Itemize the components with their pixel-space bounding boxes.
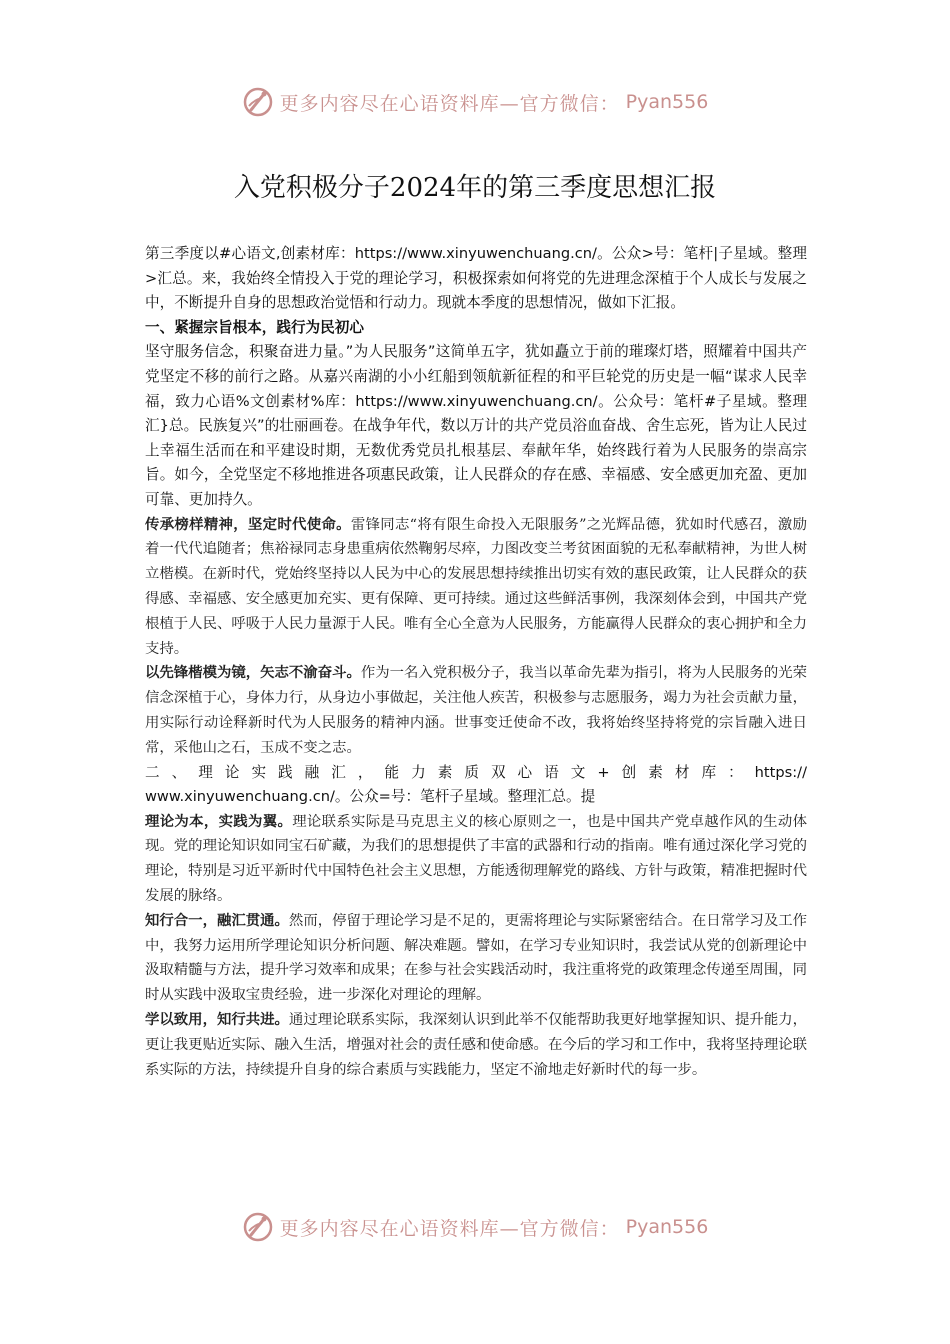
paragraph-lead: 知行合一，融汇贯通。 bbox=[145, 912, 289, 929]
paragraph-lead: 以先锋楷模为镜，矢志不渝奋斗。 bbox=[145, 665, 361, 682]
paragraph-body: 作为一名入党积极分子，我当以革命先辈为指引，将为人民服务的光荣信念深植于心，身体力行，从身边小事做起，关注他人疾苦，积极参与志愿服务，竭力为社会贡献力量，用实际行动诠释新时代为人民服务的精神内涵。世事变迁使命不改，我将始终坚持将党的宗旨融入进日常，采他山之石，玉成不变之志。 bbox=[145, 665, 807, 756]
header-banner bbox=[0, 86, 950, 118]
section-2-heading-line-2: www.xinyuwenchuang.cn/。公众=号：笔杆子星域。整理汇总。提 bbox=[145, 788, 596, 806]
paragraph-body: 雷锋同志“将有限生命投入无限服务”之光辉品德，犹如时代感召，激励着一代代追随者；焦裕禄同志身患重病依然鞠躬尽瘁，力图改变兰考贫困面貌的无私奉献精神，为世人树立楷模。在新时代，党始终坚持以人民为中心的发展思想持续推出切实有效的惠民政策，让人民群众的获得感、幸福感、安全感更加充实、更有保障、更可持续。通过这些鲜活事例，我深刻体会到，中国共产党根植于人民、呼吸于人民力量源于人民。唯有全心全意为人民服务，方能赢得人民群众的衷心拥护和全力支持。 bbox=[145, 516, 807, 657]
page-title: 入党积极分子2024年的第三季度思想汇报 bbox=[233, 173, 717, 204]
section-2-paragraph-1 bbox=[145, 810, 807, 909]
paragraph-lead: 学以致用，知行共进。 bbox=[145, 1012, 289, 1029]
paragraph-lead: 传承榜样精神，坚定时代使命。 bbox=[145, 516, 351, 533]
banner-wechat-id: Pyan556 bbox=[625, 91, 709, 113]
paragraph-lead: 理论为本，实践为翼。 bbox=[145, 813, 293, 830]
banner-text: 更多内容尽在心语资料库—官方微信： bbox=[279, 92, 620, 115]
section-1-paragraph-1: 坚守服务信念，积聚奋进力量。”为人民服务”这简单五字，犹如矗立于前的璀璨灯塔，照耀着中国共产党坚定不移的前行之路。从嘉兴南湖的小小红船到领航新征程的和平巨轮党的历史是一幅“谋求人民幸福，致力心语%文创素材%库：https://www.xinyuwenchuang.cn/。公众号：笔杆#子星域。整理汇}总。民族复兴”的壮丽画卷。在战争年代，数以万计的共产党员浴血奋战、舍生忘死，皆为让人民过上幸福生活而在和平建设时期，无数优秀党员扎根基层、奉献年华，始终践行着为人民服务的崇高宗旨。如今，全党坚定不移地推进各项惠民政策，让人民群众的存在感、幸福感、安全感更加充盈、更加可靠、更加持久。 bbox=[145, 343, 807, 508]
section-2-paragraph-3 bbox=[145, 1008, 807, 1082]
footer-banner bbox=[0, 1211, 950, 1243]
section-1-heading: 一、紧握宗旨根本，践行为民初心 bbox=[145, 318, 364, 336]
paragraph-body: 然而，停留于理论学习是不足的，更需将理论与实际紧密结合。在日常学习及工作中，我努力运用所学理论知识分析问题、解决难题。譬如，在学习专业知识时，我尝试从党的创新理论中汲取精髓与方法，提升学习效率和成果；在参与社会实践活动时，我注重将党的政策理念传递至周围，同时从实践中汲取宝贵经验，进一步深化对理论的理解。 bbox=[145, 912, 807, 1004]
document-body bbox=[145, 242, 807, 1082]
section-1-paragraph-3 bbox=[145, 661, 807, 760]
paragraph-body: 理论联系实际是马克思主义的核心原则之一，也是中国共产党卓越作风的生动体现。党的理论知识如同宝石矿藏，为我们的思想提供了丰富的武器和行动的指南。唯有通过深化学习党的理论，特别是习近平新时代中国特色社会主义思想，方能透彻理解党的路线、方针与政策，精准把握时代发展的脉络。 bbox=[145, 813, 807, 905]
section-2-heading-line-1: 二、理论实践融汇，能力素质双心语文+创素材库：https:// bbox=[145, 763, 807, 781]
section-1-paragraph-2 bbox=[145, 513, 807, 662]
intro-paragraph: 第三季度以#心语文,创素材库：https://www.xinyuwenchuang.cn/。公众>号：笔杆|子星域。整理>汇总。来，我始终全情投入于党的理论学习，积极探索如何将党的先进理念深植于个人成长与发展之中，不断提升自身的思想政治觉悟和行动力。现就本季度的思想情况，做如下汇报。 bbox=[145, 245, 807, 312]
banner-text: 更多内容尽在心语资料库—官方微信： bbox=[279, 1217, 620, 1240]
banner-wechat-id: Pyan556 bbox=[625, 1216, 709, 1238]
section-2-paragraph-2 bbox=[145, 909, 807, 1008]
brush-logo-icon bbox=[242, 1211, 274, 1243]
paragraph-body: 通过理论联系实际，我深刻认识到此举不仅能帮助我更好地掌握知识、提升能力，更让我更贴近实际、融入生活，增强对社会的责任感和使命感。在今后的学习和工作中，我将坚持理论联系实际的方法，持续提升自身的综合素质与实践能力，坚定不渝地走好新时代的每一步。 bbox=[145, 1012, 807, 1078]
brush-logo-icon bbox=[242, 86, 274, 118]
